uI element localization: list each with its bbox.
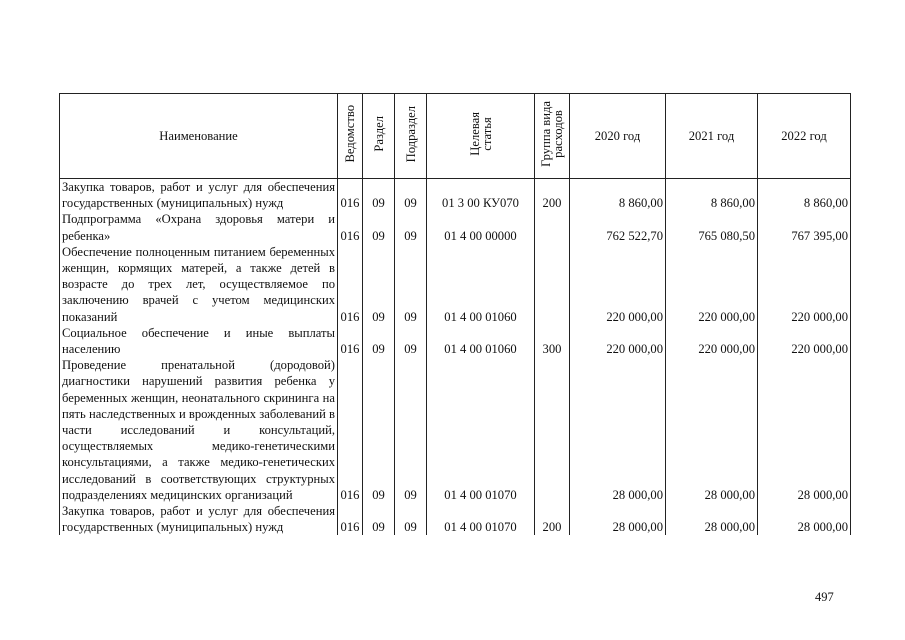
table-header-row: [60, 94, 851, 179]
budget-sheet: [59, 93, 850, 535]
cell-y2020: 28 000,00: [570, 503, 666, 535]
header-group: Группа вида расходов: [535, 94, 570, 179]
header-target: Целевая статья: [427, 94, 535, 179]
cell-subsection: 09: [395, 325, 427, 357]
cell-target: 01 4 00 01060: [427, 325, 535, 357]
table-body: [60, 179, 851, 536]
header-2020: 2020 год: [570, 94, 666, 179]
cell-y2022: 220 000,00: [758, 325, 851, 357]
cell-y2022: 220 000,00: [758, 244, 851, 325]
cell-y2020: 762 522,70: [570, 211, 666, 243]
cell-y2021: 220 000,00: [666, 325, 758, 357]
table-row: [60, 179, 851, 212]
cell-y2022: 28 000,00: [758, 357, 851, 503]
cell-section: 09: [363, 179, 395, 212]
cell-group: [535, 357, 570, 503]
cell-target: 01 3 00 КУ070: [427, 179, 535, 212]
cell-y2021: 765 080,50: [666, 211, 758, 243]
table-row: [60, 503, 851, 535]
cell-y2022: 767 395,00: [758, 211, 851, 243]
cell-dept: 016: [338, 211, 363, 243]
header-subsection: Подраздел: [395, 94, 427, 179]
cell-y2021: 220 000,00: [666, 244, 758, 325]
table-row: [60, 211, 851, 243]
cell-name: Закупка товаров, работ и услуг для обеспечения государственных (муниципальных) нужд: [60, 503, 338, 535]
cell-group: [535, 244, 570, 325]
table-row: [60, 325, 851, 357]
cell-subsection: 09: [395, 179, 427, 212]
cell-target: 01 4 00 00000: [427, 211, 535, 243]
cell-y2020: 220 000,00: [570, 244, 666, 325]
cell-target: 01 4 00 01070: [427, 503, 535, 535]
header-section: Раздел: [363, 94, 395, 179]
cell-subsection: 09: [395, 503, 427, 535]
header-2022: 2022 год: [758, 94, 851, 179]
cell-subsection: 09: [395, 357, 427, 503]
cell-group: 300: [535, 325, 570, 357]
cell-subsection: 09: [395, 244, 427, 325]
cell-dept: 016: [338, 357, 363, 503]
cell-dept: 016: [338, 244, 363, 325]
cell-name: Подпрограмма «Охрана здоровья матери и ребенка»: [60, 211, 338, 243]
cell-section: 09: [363, 325, 395, 357]
header-name: Наименование: [60, 94, 338, 179]
cell-name: Обеспечение полноценным питанием беременных женщин, кормящих матерей, а также детей в возрасте до трех лет, осуществляемое по заключению врачей с учетом медицинских показаний: [60, 244, 338, 325]
cell-y2020: 28 000,00: [570, 357, 666, 503]
cell-section: 09: [363, 503, 395, 535]
cell-y2022: 28 000,00: [758, 503, 851, 535]
cell-dept: 016: [338, 325, 363, 357]
cell-y2022: 8 860,00: [758, 179, 851, 212]
table-row: [60, 244, 851, 325]
cell-section: 09: [363, 357, 395, 503]
cell-dept: 016: [338, 503, 363, 535]
cell-target: 01 4 00 01070: [427, 357, 535, 503]
cell-name: Социальное обеспечение и иные выплаты населению: [60, 325, 338, 357]
cell-y2020: 220 000,00: [570, 325, 666, 357]
header-dept: Ведомство: [338, 94, 363, 179]
cell-name: Закупка товаров, работ и услуг для обеспечения государственных (муниципальных) нужд: [60, 179, 338, 212]
cell-y2021: 8 860,00: [666, 179, 758, 212]
cell-group: 200: [535, 503, 570, 535]
budget-table: [59, 93, 851, 535]
cell-group: [535, 211, 570, 243]
page-number: 497: [815, 590, 834, 604]
cell-section: 09: [363, 244, 395, 325]
cell-y2021: 28 000,00: [666, 357, 758, 503]
table-row: [60, 357, 851, 503]
cell-y2021: 28 000,00: [666, 503, 758, 535]
cell-subsection: 09: [395, 211, 427, 243]
cell-target: 01 4 00 01060: [427, 244, 535, 325]
cell-group: 200: [535, 179, 570, 212]
cell-dept: 016: [338, 179, 363, 212]
header-2021: 2021 год: [666, 94, 758, 179]
cell-section: 09: [363, 211, 395, 243]
cell-y2020: 8 860,00: [570, 179, 666, 212]
cell-name: Проведение пренатальной (дородовой) диагностики нарушений развития ребенка у беременных женщин, неонатального скрининга на пять наследственных и врожденных заболеваний в части исследований и консультаций, осуществляемых медико-генетическими консультациями, а также медико-генетических исследований в соответствующих структурных подразделениях медицинских организаций: [60, 357, 338, 503]
